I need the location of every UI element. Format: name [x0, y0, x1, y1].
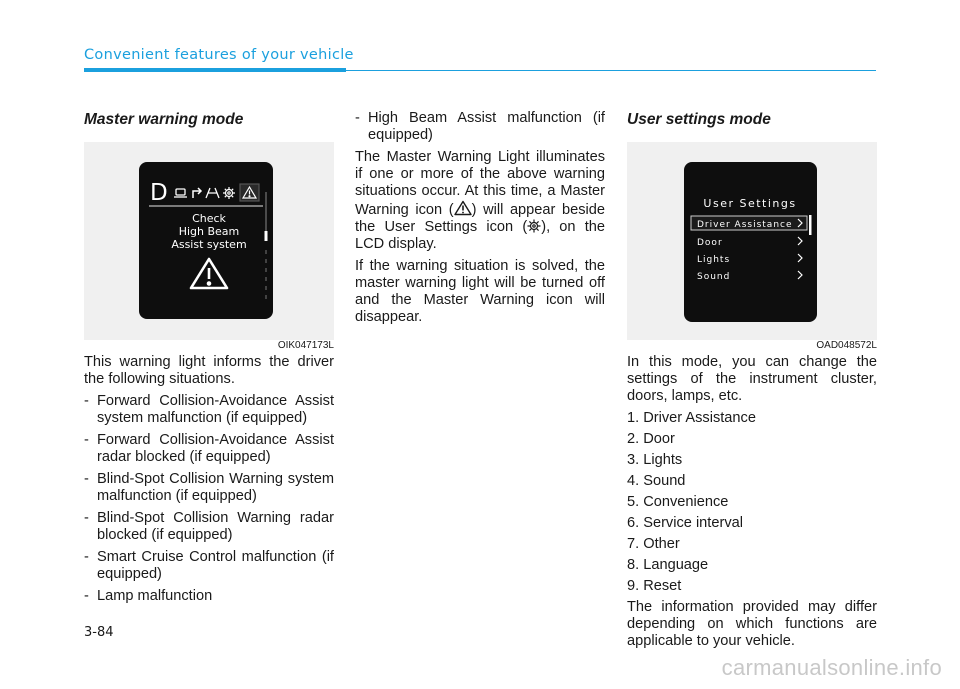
figure-code: OAD048572L [816, 340, 877, 351]
lcd-line: Assist system [171, 238, 247, 251]
cluster-graphic [139, 162, 273, 319]
paragraph-outro: The information provided may differ depending on which functions are applicable to your vehicle. [627, 599, 877, 649]
list-item: - Smart Cruise Control malfunction (if equipped) [84, 549, 334, 582]
heading-master-warning-mode: Master warning mode [84, 111, 244, 128]
list-item: 4. Sound [627, 473, 686, 489]
column-user-settings [627, 110, 877, 655]
chevron-right-icon [798, 271, 802, 279]
gear-indicator: D [150, 180, 168, 206]
warning-triangle-icon [191, 259, 227, 288]
list-item: 5. Convenience [627, 494, 729, 510]
figure-master-warning [84, 142, 334, 351]
chevron-right-icon [798, 254, 802, 262]
header-divider-thin [346, 70, 876, 71]
paragraph-intro: In this mode, you can change the settings of the instrument cluster, doors, lamps, etc. [627, 354, 877, 404]
scrollbar-thumb [809, 215, 812, 235]
chevron-right-icon [798, 237, 802, 245]
page-number: 3-84 [84, 625, 114, 640]
list-item: - Forward Collision-Avoidance Assist system malfunction (if equipped) [84, 393, 334, 426]
list-item: - Forward Collision-Avoidance Assist radar blocked (if equipped) [84, 432, 334, 465]
list-item: 1. Driver Assistance [627, 410, 756, 426]
lcd-line: High Beam [178, 225, 240, 238]
lane-icon [206, 188, 219, 198]
section-header-title: Convenient features of your vehicle [84, 47, 354, 63]
list-item: 7. Other [627, 536, 680, 552]
list-item: 2. Door [627, 431, 675, 447]
watermark: carmanualsonline.info [721, 655, 942, 680]
heading-user-settings-mode: User settings mode [627, 111, 771, 128]
settings-graphic [684, 162, 817, 322]
list-item: - High Beam Assist malfunction (if equipped) [355, 110, 605, 143]
lcd-title: User Settings [703, 197, 797, 210]
list-item: 6. Service interval [627, 515, 743, 531]
column-master-warning [84, 110, 334, 610]
menu-item: Lights [697, 255, 731, 265]
list-item: - Blind-Spot Collision Warning system malfunction (if equipped) [84, 471, 334, 504]
lcd-display [684, 162, 817, 322]
list-item: 9. Reset [627, 578, 682, 594]
lcd-line: Check [192, 212, 226, 225]
figure-code: OIK047173L [277, 340, 334, 351]
figure-user-settings [627, 142, 877, 351]
gear-icon [527, 219, 541, 233]
gear-icon [223, 187, 235, 199]
warning-triangle-small-icon [240, 184, 259, 201]
paragraph-solved: If the warning situation is solved, the master warning light will be turned off and the Master Warning icon will disappear. [355, 258, 605, 325]
menu-item: Sound [697, 272, 731, 282]
car-icon [174, 189, 187, 197]
menu-item: Driver Assistance [697, 220, 793, 230]
list-item: - Blind-Spot Collision Warning radar blocked (if equipped) [84, 510, 334, 543]
scale-indicator [265, 231, 268, 241]
paragraph-illuminates: The Master Warning Light illuminates if one or more of the above warning situations occur. At this time, a Master Warning icon ( ) will appear beside the User Settings icon ( ), on the LCD display. [355, 149, 606, 252]
paragraph-intro: This warning light informs the driver the following situations. [84, 354, 334, 387]
menu-item: Door [697, 238, 723, 248]
list-item: - Lamp malfunction [84, 588, 213, 604]
turn-arrow-icon [193, 188, 201, 198]
list-item: 3. Lights [627, 452, 683, 468]
lcd-display [139, 162, 273, 319]
list-item: 8. Language [627, 557, 709, 573]
header-divider-thick [84, 68, 346, 72]
column-master-warning-continued [355, 110, 605, 331]
warning-triangle-icon [454, 200, 472, 216]
